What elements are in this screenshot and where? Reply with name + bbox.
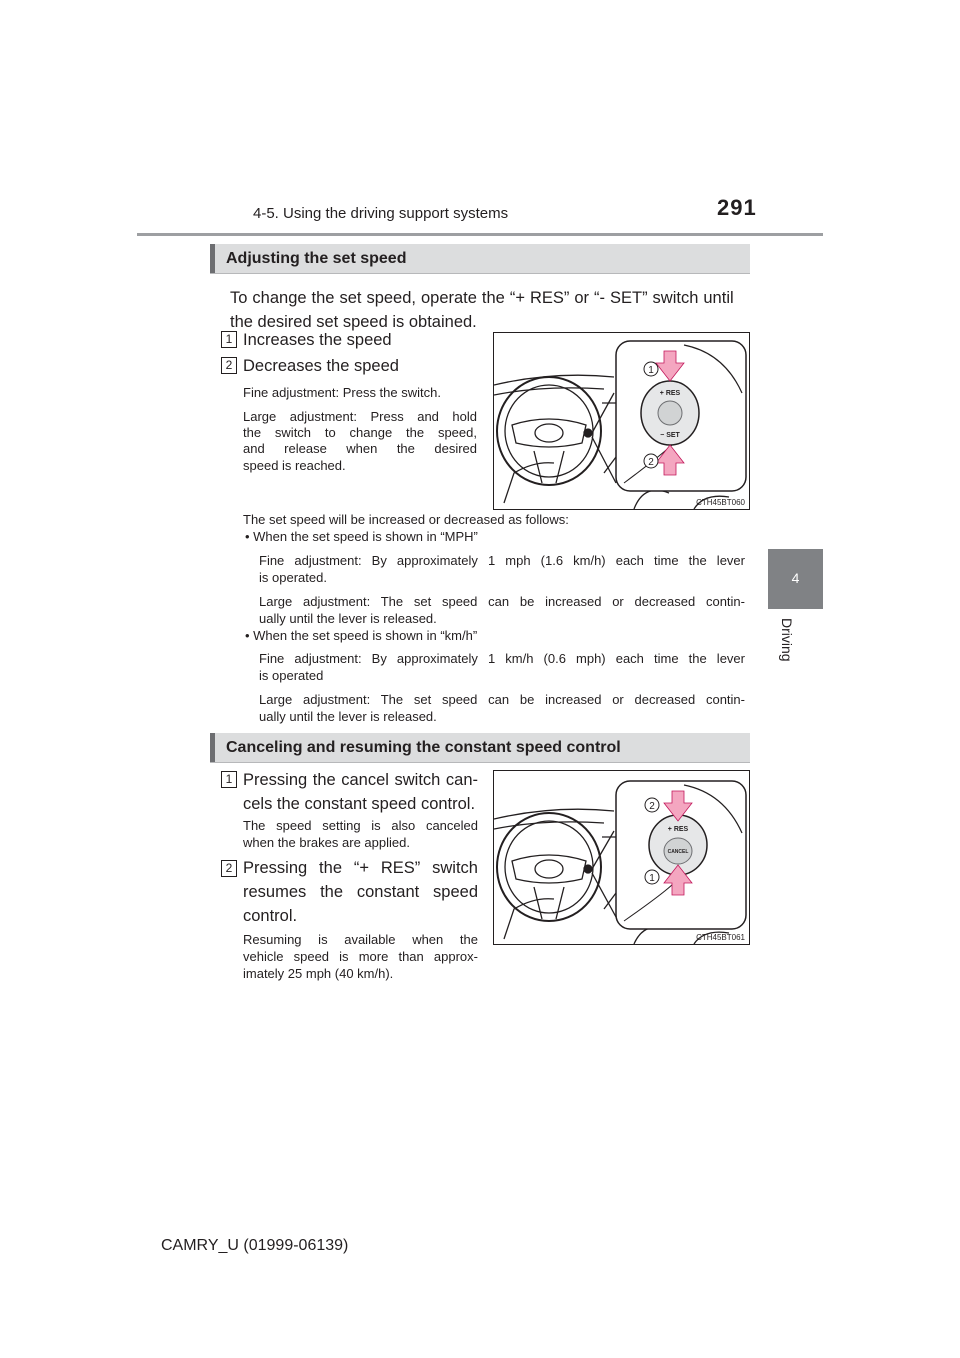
- resume-item-line-2: resumes the constant speed: [243, 883, 478, 901]
- cancel-item-line-1: Pressing the cancel switch can-: [243, 771, 478, 789]
- figure-set-speed-switch: [493, 332, 750, 510]
- cancel-note-line-2: when the brakes are applied.: [243, 835, 410, 850]
- kmh-fine-line-1: Fine adjustment: By approximately 1 km/h (0.6 mph) each time the lever: [259, 651, 745, 666]
- callout-2: 2: [649, 801, 655, 812]
- kmh-fine-line-2: is operated: [259, 668, 324, 683]
- cancel-note-line-1: The speed setting is also canceled: [243, 818, 478, 833]
- chapter-number: 4: [791, 570, 800, 586]
- figure-code: CTH45BT061: [696, 933, 745, 942]
- chapter-label: Driving: [779, 618, 795, 662]
- resume-item-line-3: control.: [243, 907, 298, 925]
- steering-wheel-illustration: [494, 771, 749, 944]
- callout-2: 2: [648, 457, 654, 468]
- res-label: + RES: [667, 826, 689, 833]
- resume-note-line-1: Resuming is available when the: [243, 932, 478, 947]
- bullet-mph: • When the set speed is shown in “MPH”: [245, 529, 478, 544]
- item-number-2: 2: [221, 357, 237, 374]
- intro-line-2: the desired set speed is obtained.: [230, 313, 477, 331]
- bullet-kmh: • When the set speed is shown in “km/h”: [245, 628, 478, 643]
- large-adjust-line-2: the switch to change the speed,: [243, 425, 477, 440]
- steering-wheel-illustration: [494, 333, 749, 509]
- section-header-canceling: [210, 733, 750, 763]
- res-label: + RES: [659, 390, 681, 397]
- large-adjust-line-1: Large adjustment: Press and hold: [243, 409, 477, 424]
- intro-line-1: To change the set speed, operate the “+ RES” or “- SET” switch until: [230, 289, 734, 307]
- document-code: CAMRY_U (01999-06139): [161, 1237, 349, 1254]
- resume-note-line-3: imately 25 mph (40 km/h).: [243, 966, 394, 981]
- section-title: 4-5. Using the driving support systems: [253, 205, 509, 222]
- kmh-large-line-1: Large adjustment: The set speed can be increased or decreased contin-: [259, 692, 745, 707]
- kmh-large-line-2: ually until the lever is released.: [259, 709, 437, 724]
- item-number-2: 2: [221, 860, 237, 877]
- figure-cancel-switch: [493, 770, 750, 945]
- mph-fine-line-1: Fine adjustment: By approximately 1 mph (1.6 km/h) each time the lever: [259, 553, 745, 568]
- fine-adjust-note: Fine adjustment: Press the switch.: [243, 385, 441, 400]
- section-header-adjusting: [210, 244, 750, 274]
- callout-1: 1: [648, 365, 654, 376]
- cancel-item-line-2: cels the constant speed control.: [243, 795, 476, 813]
- large-adjust-line-4: speed is reached.: [243, 458, 346, 473]
- section-header-label: Adjusting the set speed: [226, 250, 407, 267]
- item-number-1: 1: [221, 331, 237, 348]
- mph-fine-line-2: is operated.: [259, 570, 327, 585]
- cancel-label: CANCEL: [667, 849, 689, 855]
- mph-large-line-1: Large adjustment: The set speed can be increased or decreased contin-: [259, 594, 745, 609]
- header-rule: [137, 233, 823, 236]
- section-header-label: Canceling and resuming the constant speed control: [226, 739, 621, 756]
- figure-code: CTH45BT060: [696, 498, 745, 507]
- item-decrease: Decreases the speed: [243, 357, 399, 375]
- large-adjust-line-3: and release when the desired: [243, 441, 477, 456]
- item-increase: Increases the speed: [243, 331, 392, 349]
- item-number-1: 1: [221, 771, 237, 788]
- mph-large-line-2: ually until the lever is released.: [259, 611, 437, 626]
- resume-note-line-2: vehicle speed is more than approx-: [243, 949, 478, 964]
- resume-item-line-1: Pressing the “+ RES” switch: [243, 859, 478, 877]
- set-label: − SET: [660, 432, 680, 439]
- note-intro: The set speed will be increased or decreased as follows:: [243, 512, 569, 527]
- callout-1: 1: [649, 873, 655, 884]
- page-number: 291: [717, 195, 757, 220]
